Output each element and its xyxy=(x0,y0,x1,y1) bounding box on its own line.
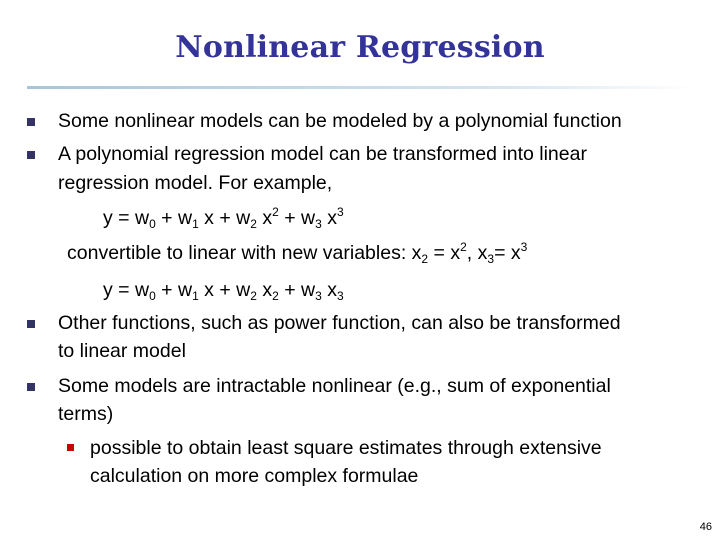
sub-bullet-marker xyxy=(67,444,74,451)
bullet-1-text: Some nonlinear models can be modeled by a polynomial function xyxy=(58,110,622,132)
bullet-marker xyxy=(27,320,35,328)
sub-bullet-line-1: possible to obtain least square estimates through extensive xyxy=(90,437,602,459)
sub-bullet-line-2: calculation on more complex formulae xyxy=(90,465,419,487)
bullet-marker xyxy=(27,118,35,126)
title-divider xyxy=(27,86,697,89)
bullet-marker xyxy=(27,383,35,391)
bullet-3-line-2: to linear model xyxy=(58,340,186,362)
bullet-3-line-1: Other functions, such as power function, can also be transformed xyxy=(58,312,621,334)
conversion-text: convertible to linear with new variables: $x_2 = x^2$, $x_3= x^3$ xyxy=(67,240,528,266)
page-number: 46 xyxy=(699,521,712,533)
bullet-2-line-1: A polynomial regression model can be transformed into linear xyxy=(58,143,587,165)
linear-equation: $y = w_0 + w_1$ $x + w_2$ $x_2 + w_3$ $x_3$ xyxy=(103,279,344,303)
bullet-marker xyxy=(27,151,35,159)
bullet-4-line-2: terms) xyxy=(58,403,114,425)
bullet-4-line-1: Some models are intractable nonlinear (e.g., sum of exponential xyxy=(58,375,611,397)
polynomial-equation: $y = w_0 + w_1$ $x + w_2$ $x^2 + w_3$ $x^3$ xyxy=(103,205,344,231)
slide-title: Nonlinear Regression xyxy=(175,30,545,65)
bullet-2-line-2: regression model. For example, xyxy=(58,172,333,194)
